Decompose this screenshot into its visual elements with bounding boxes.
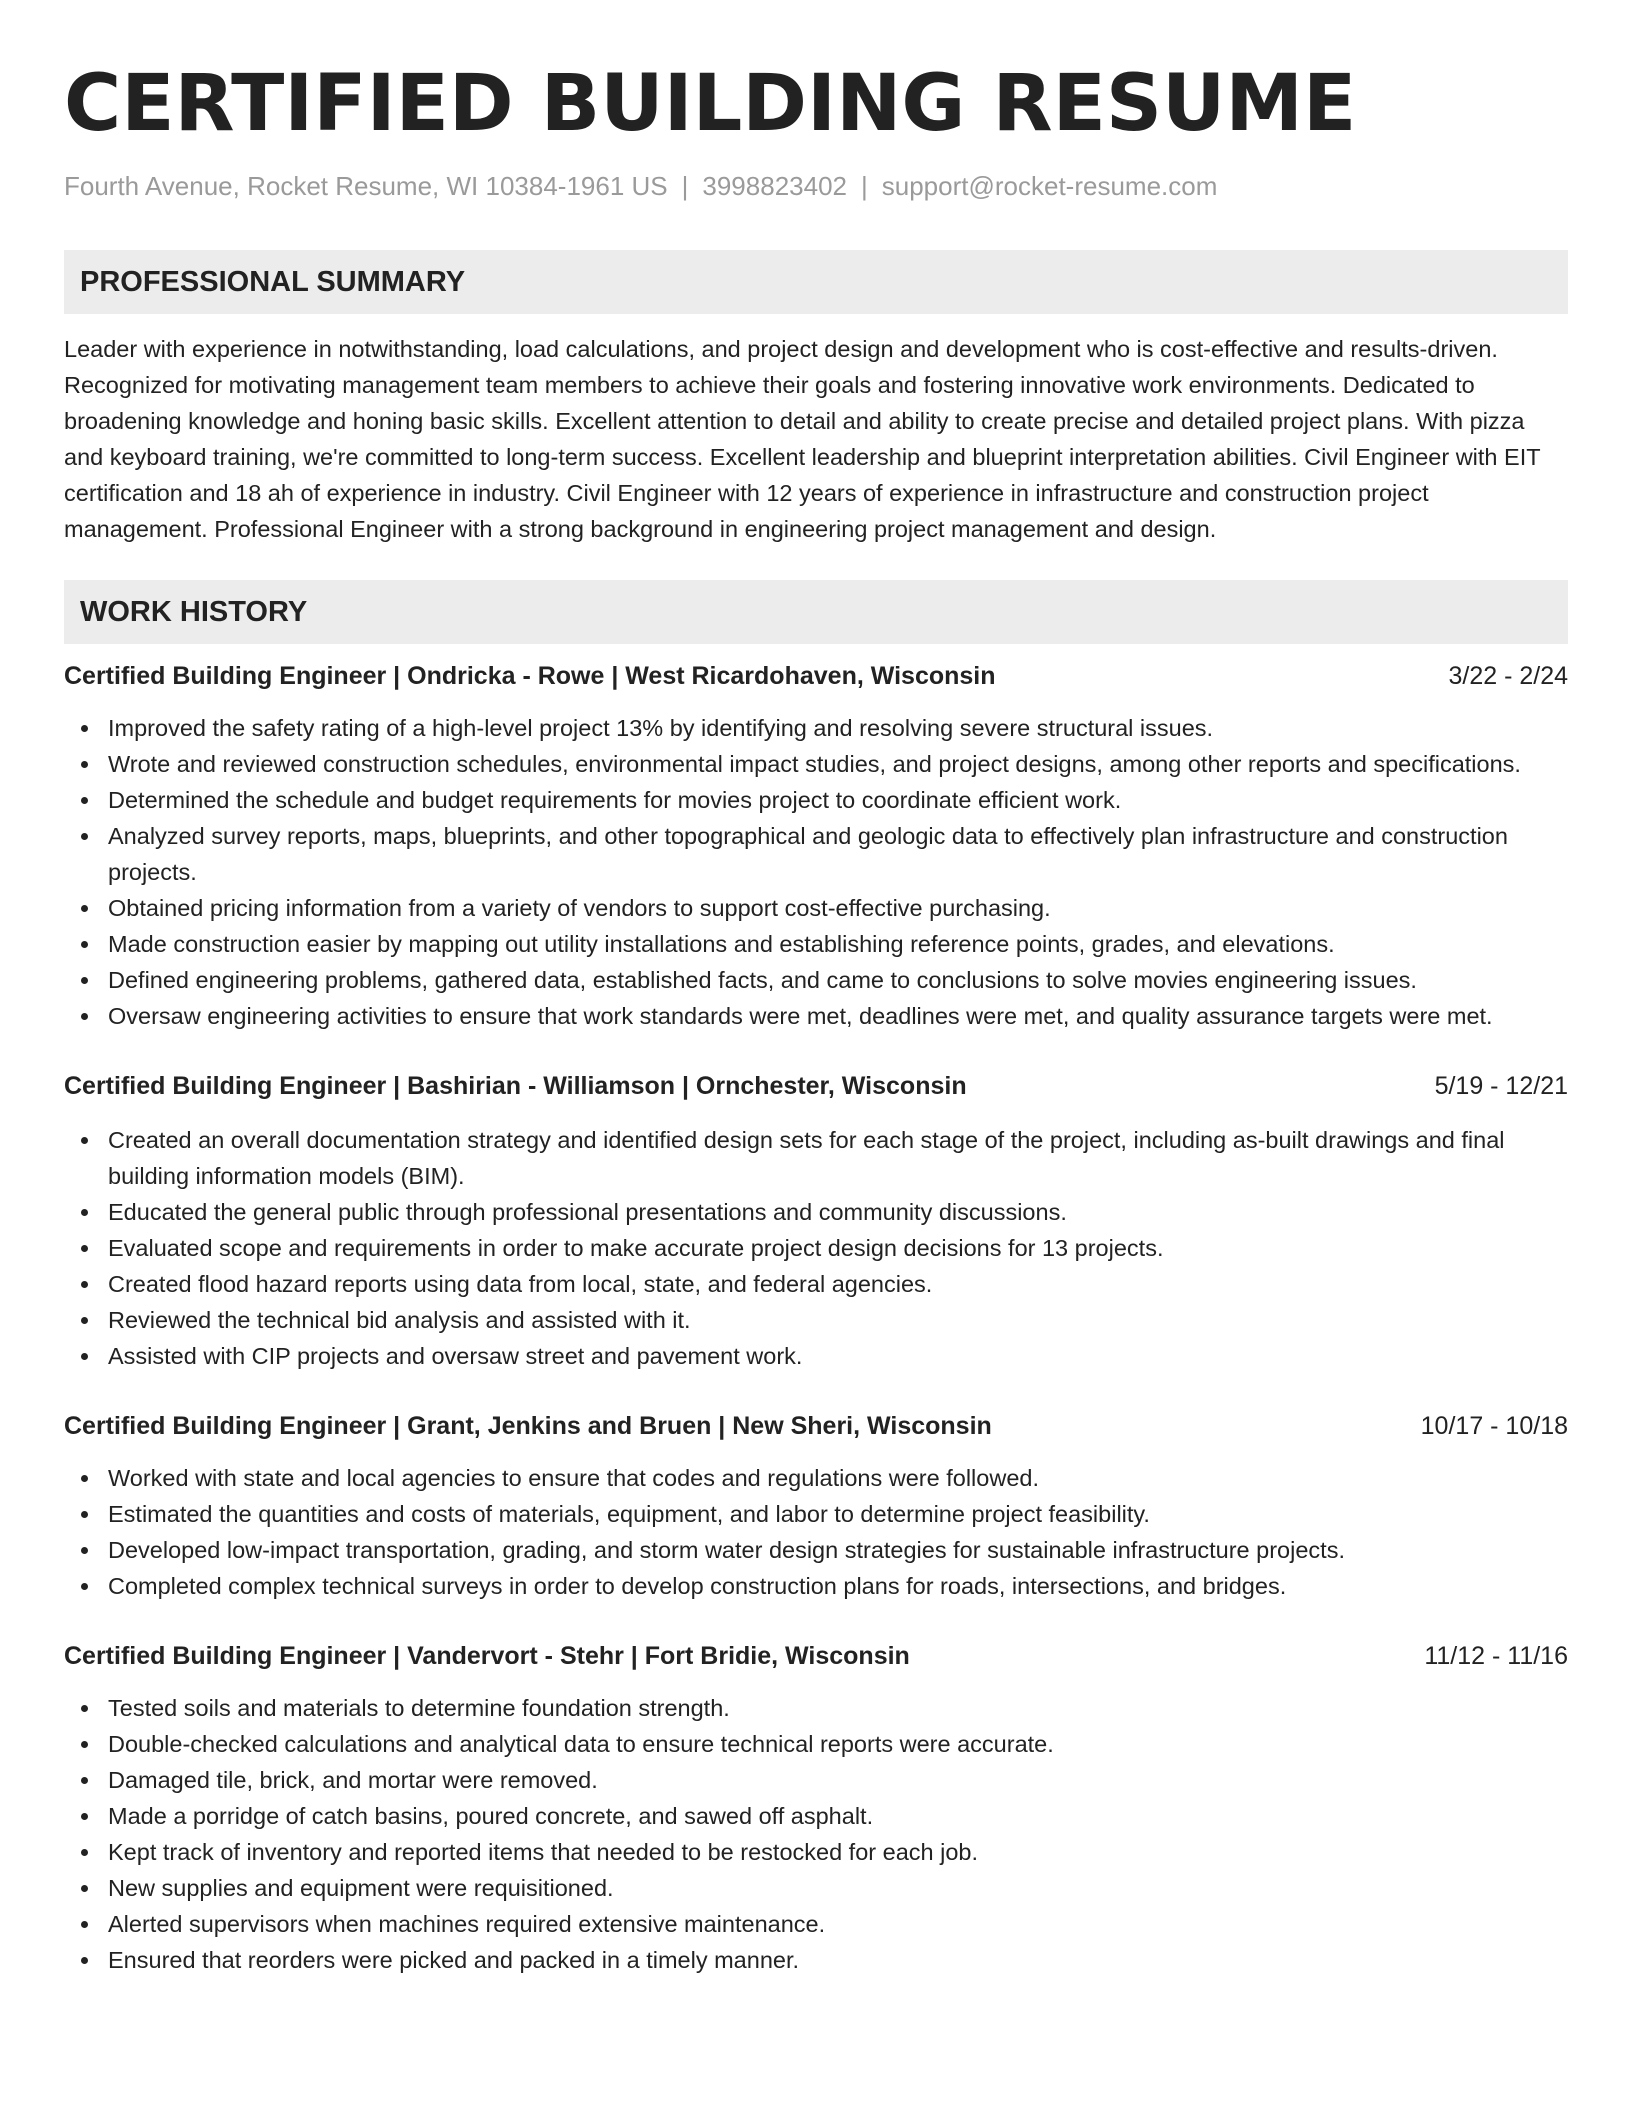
contact-phone: 3998823402 (702, 171, 847, 201)
job-bullet: Made construction easier by mapping out utility installations and establishing reference points, grades, and elevations. (64, 926, 1568, 962)
job-bullet: Estimated the quantities and costs of materials, equipment, and labor to determine project feasibility. (64, 1496, 1568, 1532)
resume-title: CERTIFIED BUILDING RESUME (64, 59, 1357, 149)
work-history-heading: WORK HISTORY (64, 580, 1568, 644)
job-bullet: Improved the safety rating of a high-level project 13% by identifying and resolving severe structural issues. (64, 710, 1568, 746)
job-bullet: Developed low-impact transportation, grading, and storm water design strategies for sustainable infrastructure projects. (64, 1532, 1568, 1568)
job-header (64, 1068, 1568, 1104)
contact-line (64, 169, 1568, 203)
contact-separator: | (861, 171, 868, 201)
job-bullet-list (64, 1690, 1568, 1978)
job-bullet: Assisted with CIP projects and oversaw street and pavement work. (64, 1338, 1568, 1374)
job-bullet: Oversaw engineering activities to ensure that work standards were met, deadlines were met, and quality assurance targets were met. (64, 998, 1568, 1034)
job-bullet: Analyzed survey reports, maps, blueprints, and other topographical and geologic data to effectively plan infrastructure and construction projects. (64, 818, 1568, 890)
job-header (64, 1638, 1568, 1674)
job-entry (64, 1408, 1568, 1604)
job-bullet: New supplies and equipment were requisitioned. (64, 1870, 1568, 1906)
job-dates: 5/19 - 12/21 (1434, 1072, 1568, 1100)
job-bullet: Damaged tile, brick, and mortar were removed. (64, 1762, 1568, 1798)
contact-email: support@rocket-resume.com (881, 171, 1218, 201)
job-entry (64, 1638, 1568, 1978)
job-header (64, 1408, 1568, 1444)
resume-page (64, 0, 1568, 1978)
professional-summary-heading: PROFESSIONAL SUMMARY (64, 250, 1568, 314)
job-dates: 3/22 - 2/24 (1448, 662, 1568, 690)
contact-separator: | (681, 171, 689, 201)
job-bullet: Alerted supervisors when machines required extensive maintenance. (64, 1906, 1568, 1942)
job-dates: 11/12 - 11/16 (1424, 1642, 1568, 1670)
job-bullet: Defined engineering problems, gathered data, established facts, and came to conclusions to solve movies engineering issues. (64, 962, 1568, 998)
job-bullet: Created flood hazard reports using data from local, state, and federal agencies. (64, 1266, 1568, 1302)
job-bullet: Obtained pricing information from a variety of vendors to support cost-effective purchasing. (64, 890, 1568, 926)
job-bullet: Wrote and reviewed construction schedules, environmental impact studies, and project designs, among other reports and specifications. (64, 746, 1568, 782)
job-bullet: Reviewed the technical bid analysis and assisted with it. (64, 1302, 1568, 1338)
job-bullet: Educated the general public through professional presentations and community discussions. (64, 1194, 1568, 1230)
job-bullet: Created an overall documentation strategy and identified design sets for each stage of the project, including as-built drawings and final building information models (BIM). (64, 1122, 1568, 1194)
job-bullet-list (64, 1460, 1568, 1604)
job-bullet: Kept track of inventory and reported items that needed to be restocked for each job. (64, 1834, 1568, 1870)
job-bullet-list (64, 1122, 1568, 1374)
job-title: Certified Building Engineer | Ondricka - Rowe | West Ricardohaven, Wisconsin (64, 662, 996, 690)
job-header (64, 658, 1568, 694)
job-bullet: Tested soils and materials to determine foundation strength. (64, 1690, 1568, 1726)
contact-address: Fourth Avenue, Rocket Resume, WI 10384-1961 US (64, 171, 668, 201)
job-bullet-list (64, 710, 1568, 1034)
job-title: Certified Building Engineer | Grant, Jenkins and Bruen | New Sheri, Wisconsin (64, 1412, 992, 1440)
job-title: Certified Building Engineer | Vandervort - Stehr | Fort Bridie, Wisconsin (64, 1642, 910, 1670)
job-bullet: Completed complex technical surveys in order to develop construction plans for roads, intersections, and bridges. (64, 1568, 1568, 1604)
job-bullet: Determined the schedule and budget requirements for movies project to coordinate efficient work. (64, 782, 1568, 818)
job-dates: 10/17 - 10/18 (1420, 1412, 1568, 1440)
job-title: Certified Building Engineer | Bashirian - Williamson | Ornchester, Wisconsin (64, 1072, 967, 1100)
job-entry (64, 1068, 1568, 1374)
job-bullet: Evaluated scope and requirements in order to make accurate project design decisions for 13 projects. (64, 1230, 1568, 1266)
job-bullet: Double-checked calculations and analytical data to ensure technical reports were accurate. (64, 1726, 1568, 1762)
professional-summary-text: Leader with experience in notwithstanding, load calculations, and project design and development who is cost-effective and results-driven. Recognized for motivating management team members to achieve their goals and fostering innovative work environments. Dedicated to broadening knowledge and honing basic skills. Excellent attention to detail and ability to create precise and detailed project plans. With pizza and keyboard training, we're committed to long-term success. Excellent leadership and blueprint interpretation abilities. Civil Engineer with EIT certification and 18 ah of experience in industry. Civil Engineer with 12 years of experience in infrastructure and construction project management. Professional Engineer with a strong background in engineering project management and design. (64, 336, 1541, 542)
job-entry (64, 658, 1568, 1034)
job-bullet: Ensured that reorders were picked and packed in a timely manner. (64, 1942, 1568, 1978)
job-bullet: Worked with state and local agencies to ensure that codes and regulations were followed. (64, 1460, 1568, 1496)
job-bullet: Made a porridge of catch basins, poured concrete, and sawed off asphalt. (64, 1798, 1568, 1834)
